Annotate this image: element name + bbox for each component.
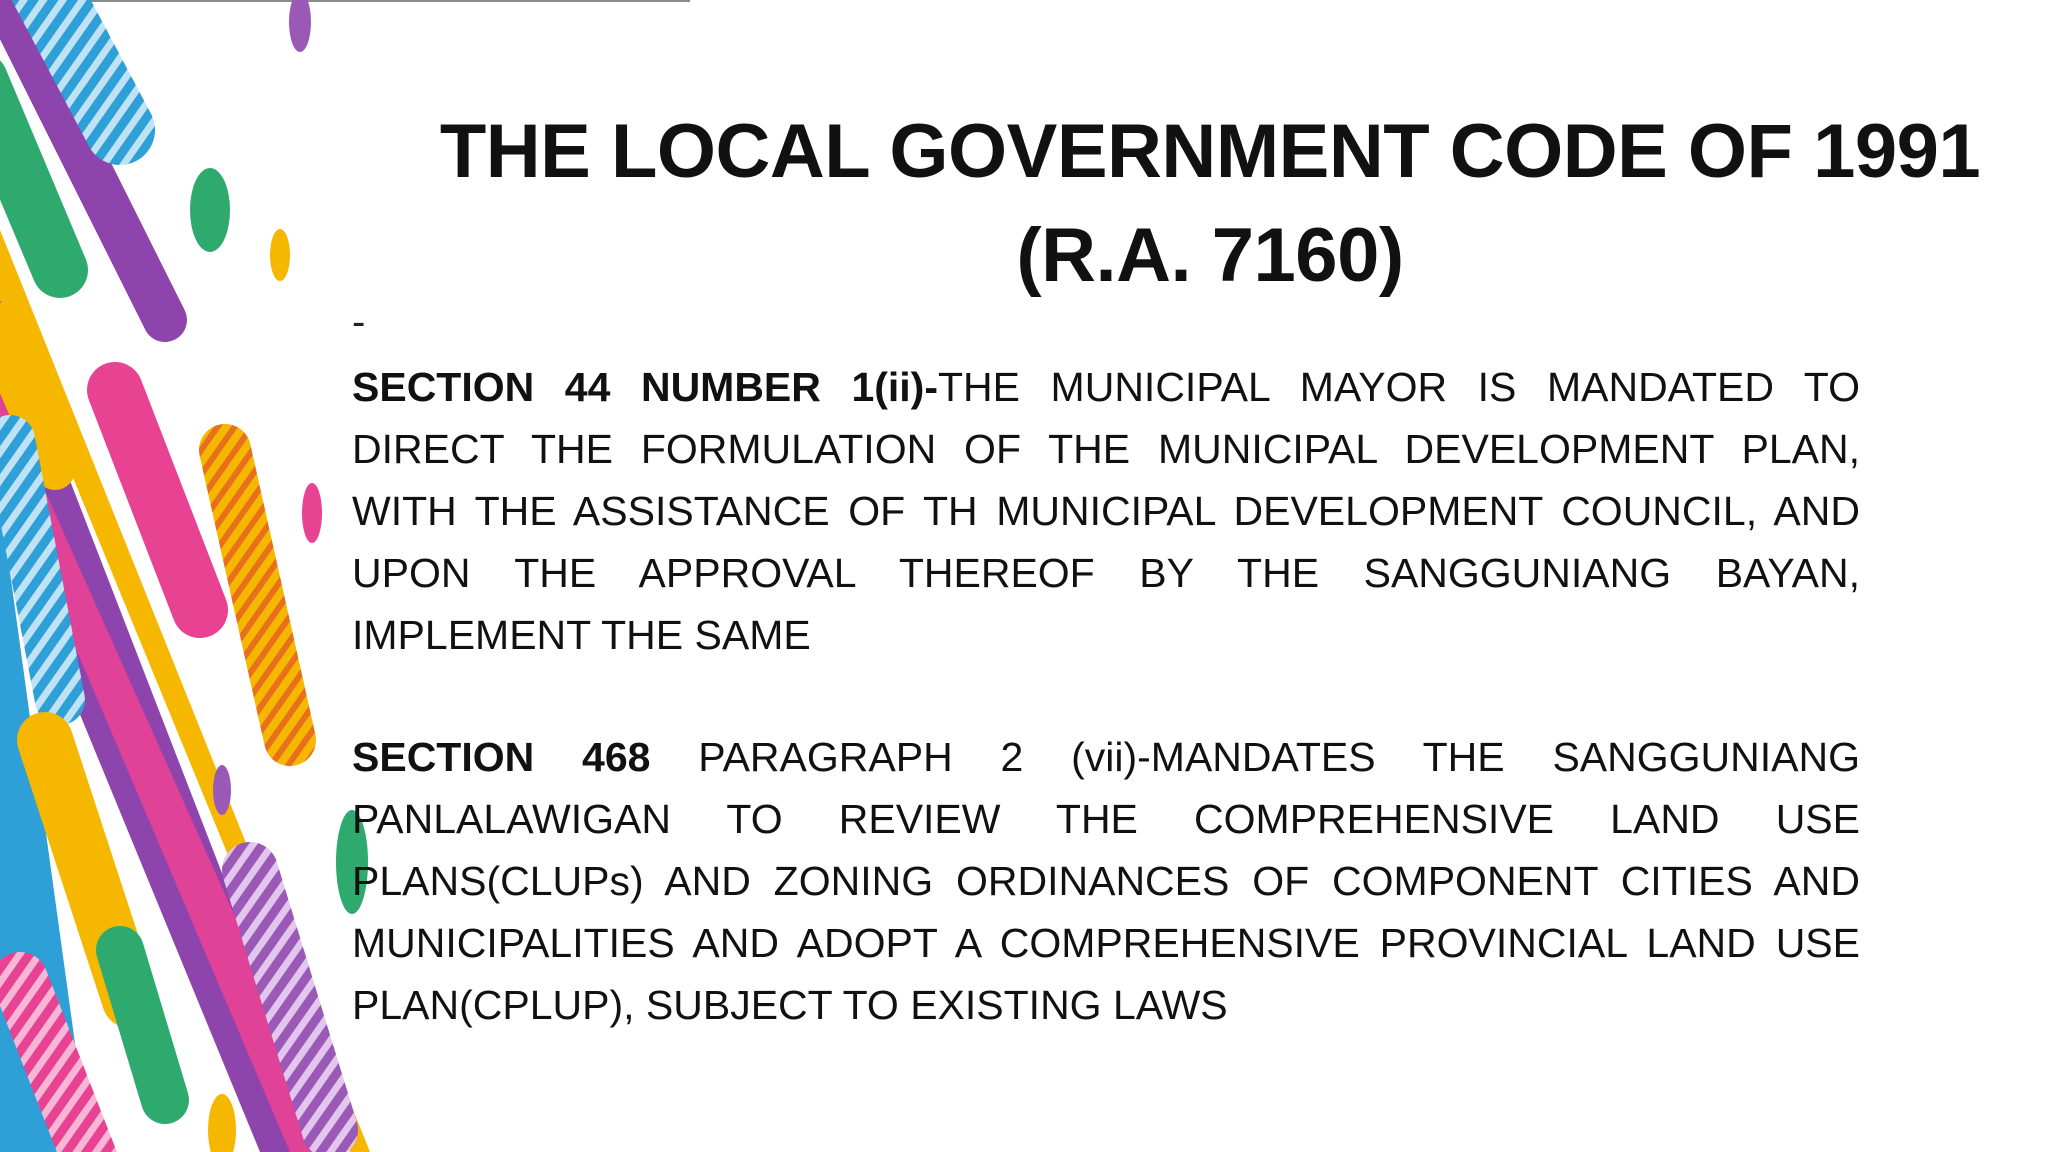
green-dot bbox=[190, 168, 230, 252]
section-468-body: PARAGRAPH 2 (vii)-MANDATES THE SANGGUNIANG PANLALAWIGAN TO REVIEW THE COMPREHENSIVE LAND USE PLANS(CLUPs) AND ZONING ORDINANCES OF COMPONENT CITIES AND MUNICIPALITIES AND ADOPT A COMPREHENSIVE PROVINCIAL LAND USE PLAN(CPLUP), SUBJECT TO EXISTING LAWS bbox=[352, 734, 1860, 1028]
orange-striped-capsule bbox=[225, 450, 290, 740]
title-line-2: (R.A. 7160) bbox=[1016, 213, 1404, 298]
yellow-dot bbox=[270, 229, 290, 281]
section-44-heading: SECTION 44 NUMBER 1(ii)- bbox=[352, 364, 938, 410]
pink-dot bbox=[302, 483, 322, 543]
dash-marker: - bbox=[352, 300, 366, 344]
yellow-dot-2 bbox=[208, 1094, 236, 1152]
slide-title bbox=[430, 100, 1990, 308]
title-line-1: THE LOCAL GOVERNMENT CODE OF 1991 bbox=[439, 109, 1981, 194]
green-capsule-2 bbox=[120, 950, 165, 1100]
purple-dot-2 bbox=[213, 765, 231, 815]
purple-dot bbox=[289, 0, 311, 52]
section-44-body: THE MUNICIPAL MAYOR IS MANDATED TO DIRECT THE FORMULATION OF THE MUNICIPAL DEVELOPMENT PLAN, WITH THE ASSISTANCE OF TH MUNICIPAL DEVELOPMENT COUNCIL, AND UPON THE APPROVAL THEREOF BY THE SANGGUNIANG BAYAN, IMPLEMENT THE SAME bbox=[352, 364, 1860, 658]
section-44-paragraph bbox=[352, 356, 1860, 666]
section-468-heading: SECTION 468 bbox=[352, 734, 651, 780]
section-468-paragraph bbox=[352, 726, 1860, 1036]
